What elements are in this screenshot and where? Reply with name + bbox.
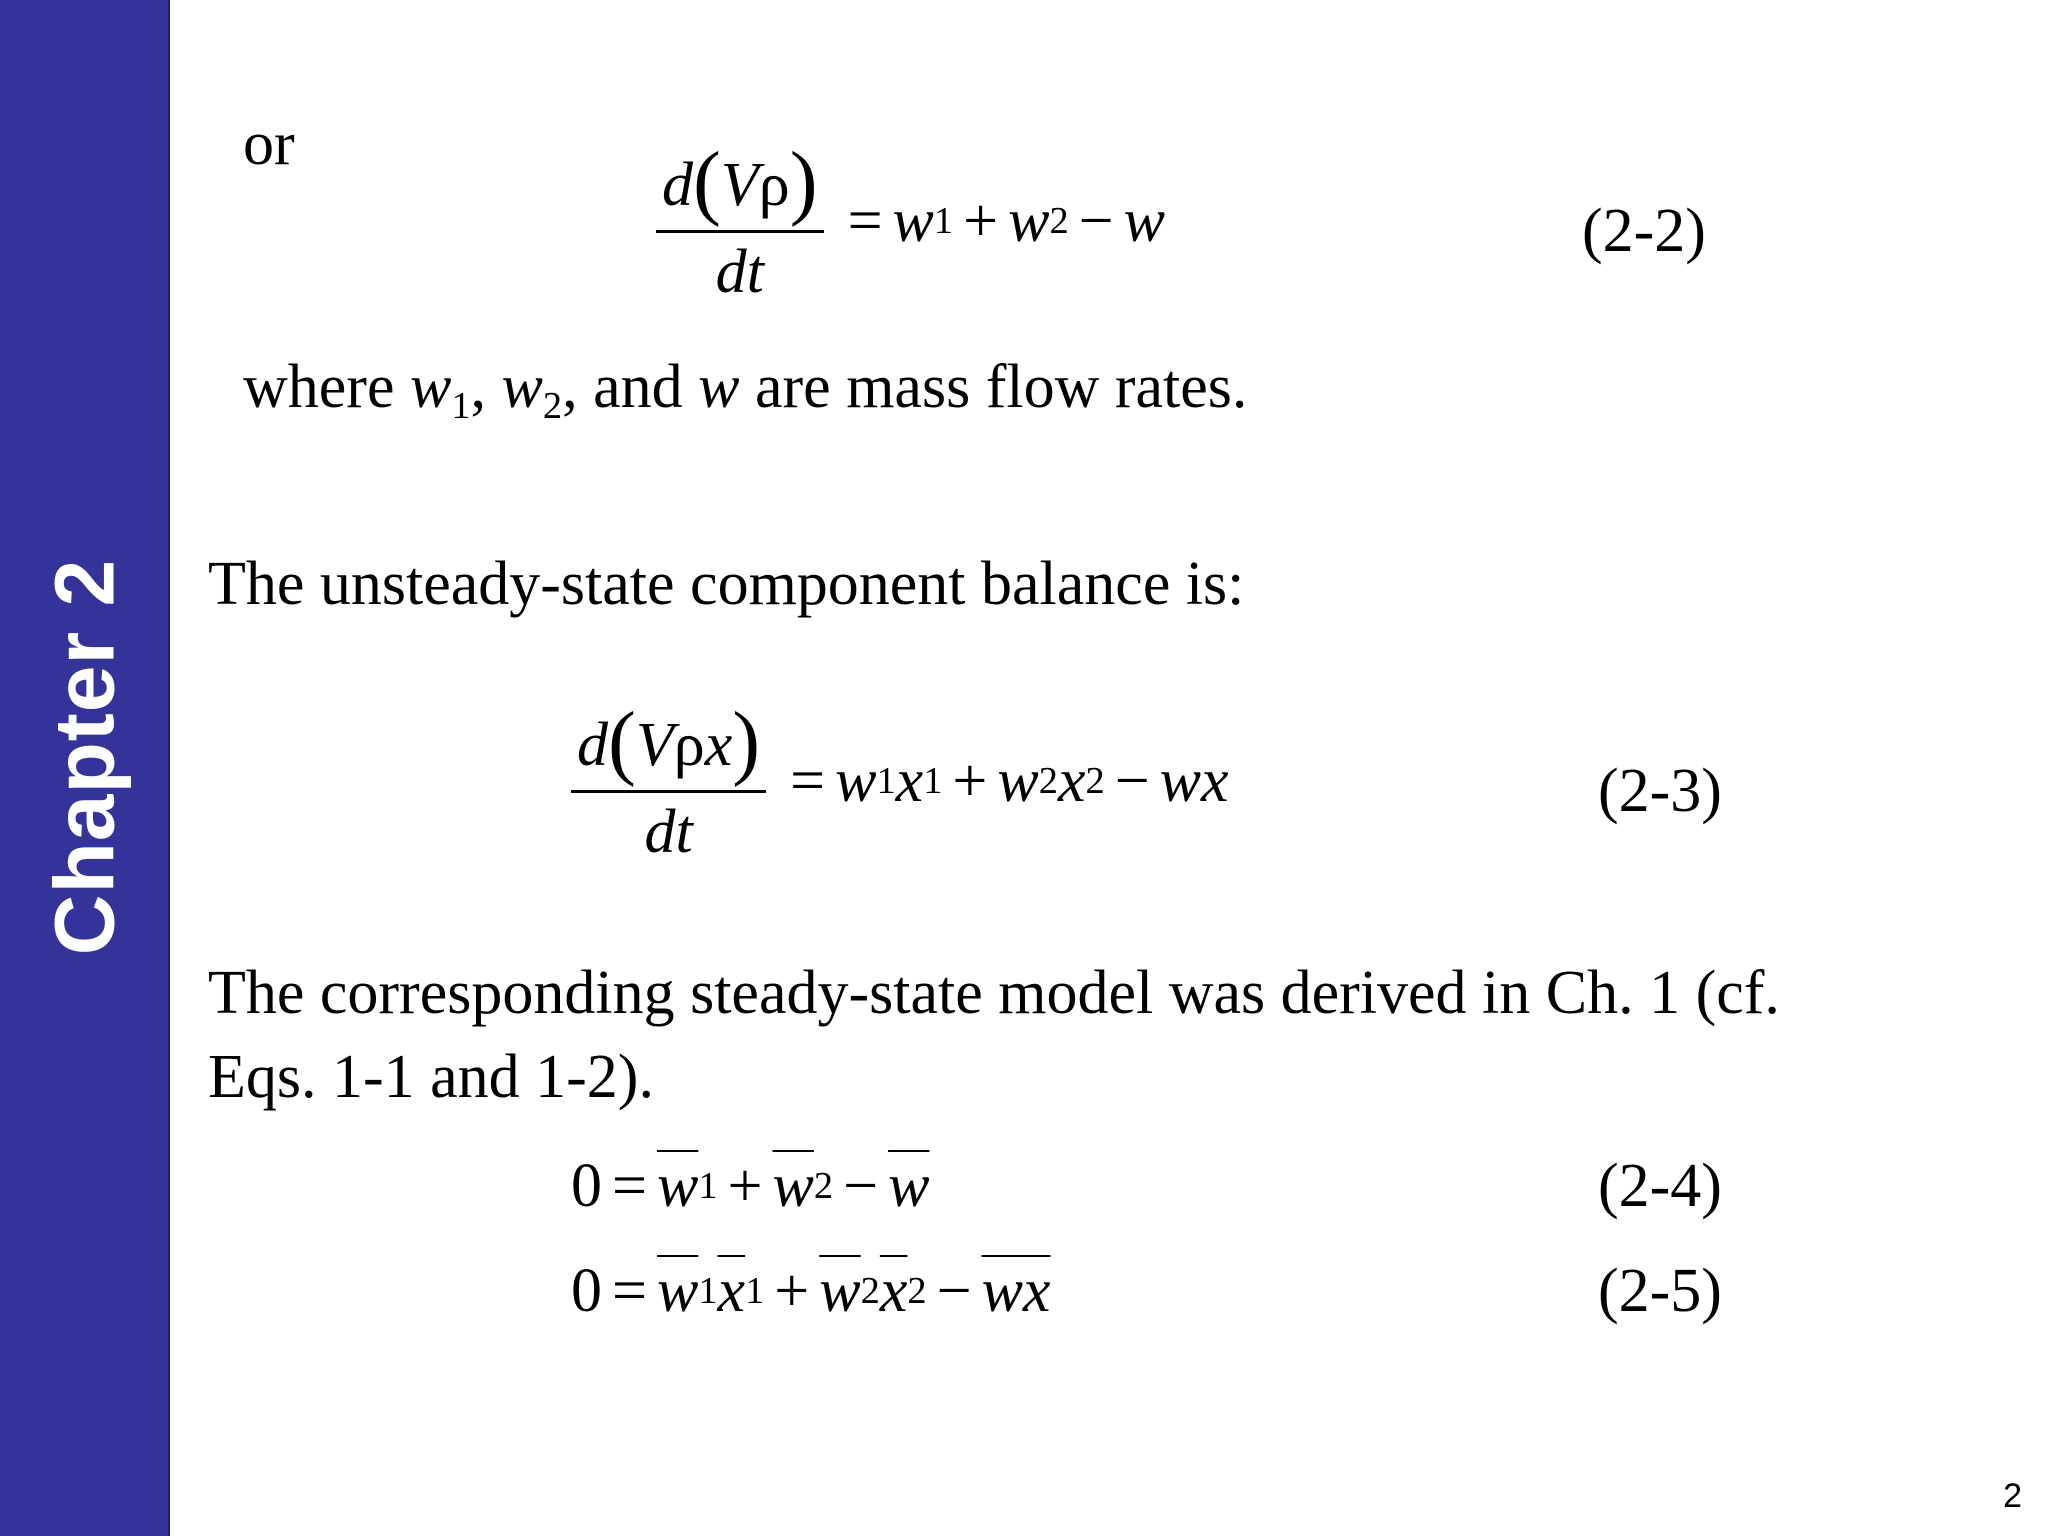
fraction: $\frac{\text{d(Vρx)}}{dt}$ <box>571 700 766 863</box>
equation-2-2: $\frac{d(V\rho)}{dt}$ = w 1 + w 2 − w <box>656 140 1165 303</box>
equation-number-2-2: (2-2) <box>1582 197 1706 265</box>
equation-number-2-4: (2-4) <box>1598 1152 1722 1220</box>
steady-state-line-2: Eqs. 1-1 and 1-2). <box>208 1043 654 1111</box>
chapter-sidebar <box>0 0 170 1536</box>
page-number: 2 <box>2003 1477 2022 1515</box>
chapter-label: Chapter 2 <box>37 558 132 956</box>
equation-2-3: $\frac{\text{d(Vρx)}}{dt}$ = w 1 x 1 + w 2 x 2 − wx <box>571 700 1229 863</box>
equation-number-2-3: (2-3) <box>1598 757 1722 825</box>
where-line: where $w_1$, $w_2$, and w are mass flow rates. <box>243 353 1248 427</box>
equation-number-2-5: (2-5) <box>1598 1257 1722 1325</box>
steady-state-line-1: The corresponding steady-state model was derived in Ch. 1 (cf. <box>208 959 1780 1027</box>
equation-2-4: 0 = $\overline{w}$ 1 + $\overline{w}$ 2 − $\overline{w}$ <box>571 1152 930 1220</box>
fraction: $\frac{d(V\rho)}{dt}$ <box>656 140 824 303</box>
component-balance-text: The unsteady-state component balance is: <box>208 550 1245 618</box>
equation-2-5: 0 = $\overline{w}$ 1 $\overline{x}$ 1 + $\overline{w}$ 2 $\overline{x}$ 2 − $\overline{w}$ $\overline{x}$ <box>571 1257 1051 1325</box>
or-text: or <box>243 110 295 178</box>
